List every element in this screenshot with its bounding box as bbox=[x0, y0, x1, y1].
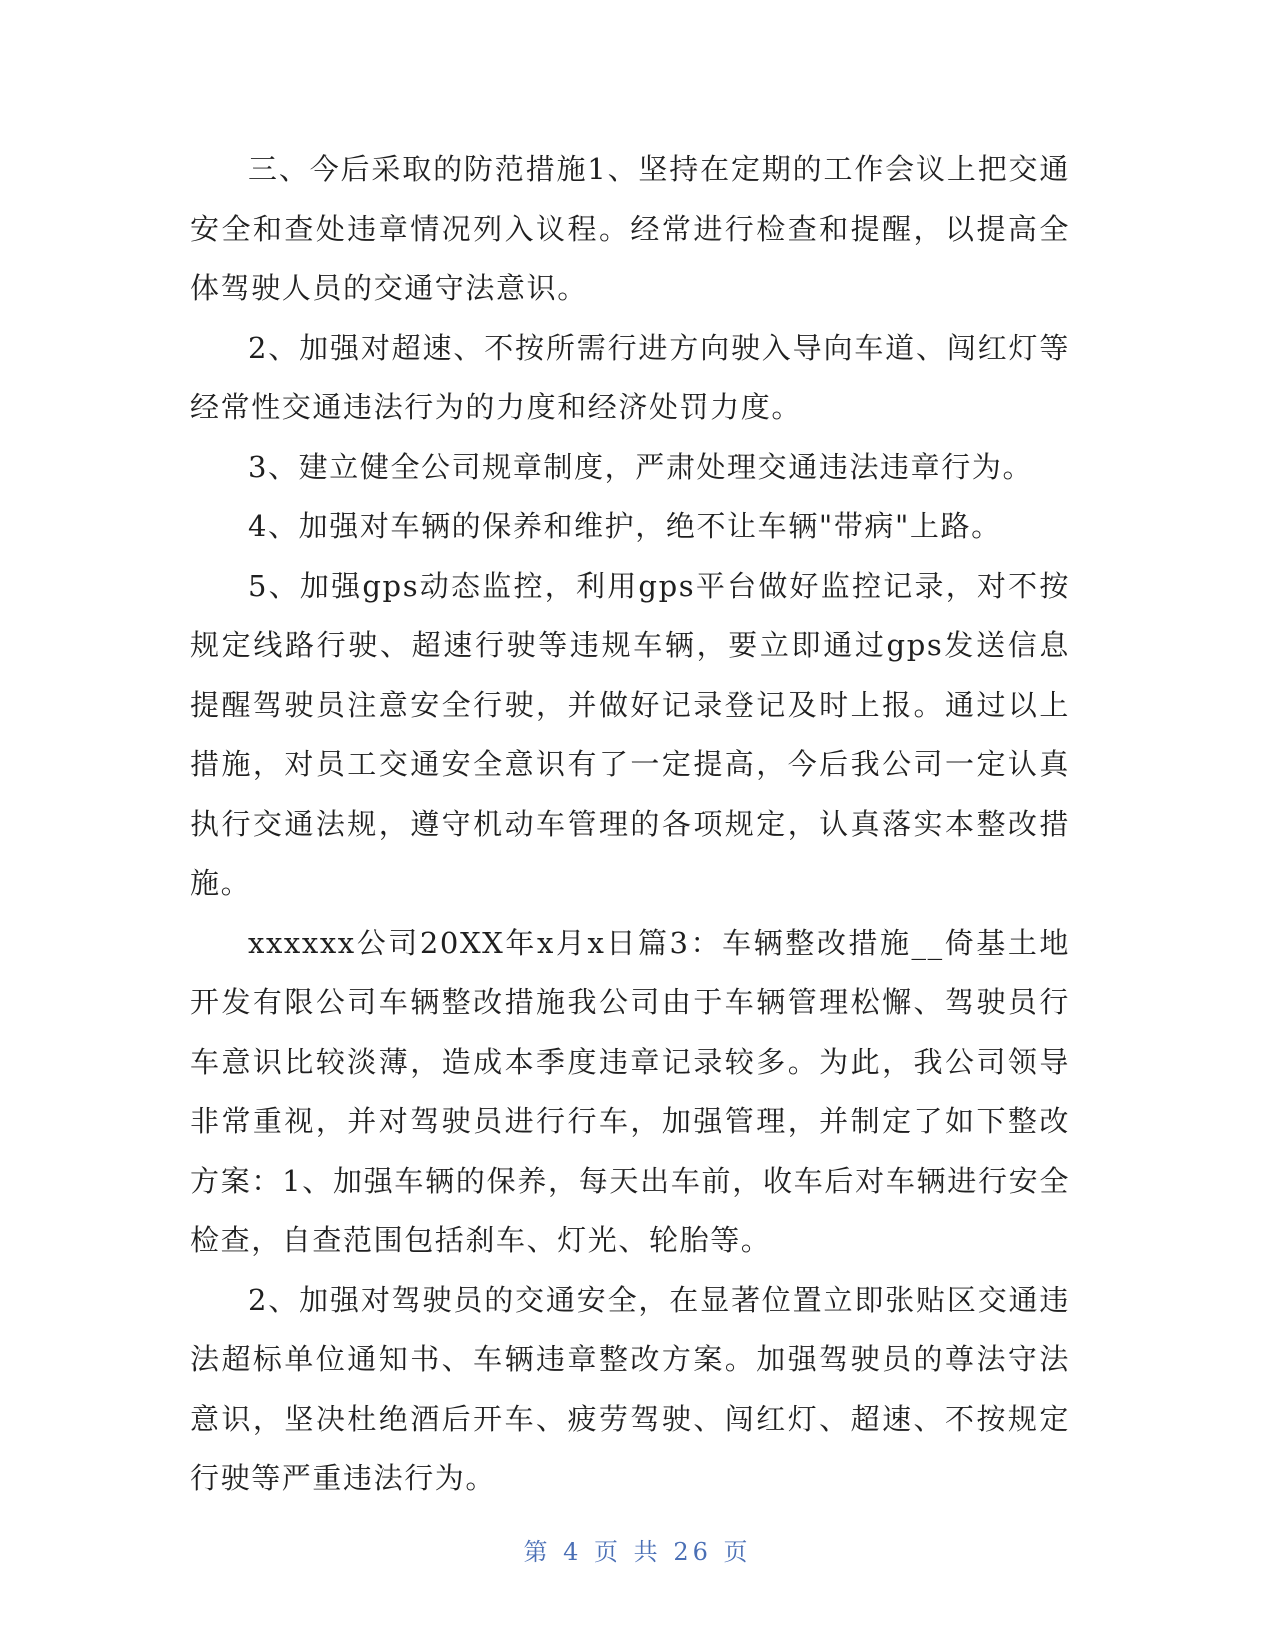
footer-middle: 页 共 bbox=[594, 1538, 662, 1566]
paragraph-item-4: 4、加强对车辆的保养和维护，绝不让车辆"带病"上路。 bbox=[248, 509, 1002, 543]
document-body bbox=[190, 140, 1070, 1509]
paragraph-measures-intro: 三、今后采取的防范措施1、坚持在定期的工作会议上把交通安全和查处违章情况列入议程。经常进行检查和提醒，以提高全体驾驶人员的交通守法意识。 bbox=[190, 152, 1070, 305]
paragraph-item-5: 5、加强gps动态监控，利用gps平台做好监控记录，对不按规定线路行驶、超速行驶等违规车辆，要立即通过gps发送信息提醒驾驶员注意安全行驶，并做好记录登记及时上报。通过以上措施，对员工交通安全意识有了一定提高，今后我公司一定认真执行交通法规，遵守机动车管理的各项规定，认真落实本整改措施。 bbox=[190, 568, 1070, 900]
paragraph-chapter-3: xxxxxx公司20XX年x月x日篇3：车辆整改措施__倚基土地开发有限公司车辆整改措施我公司由于车辆管理松懈、驾驶员行车意识比较淡薄，造成本季度违章记录较多。为此，我公司领导非常重视，并对驾驶员进行行车，加强管理，并制定了如下整改方案：1、加强车辆的保养，每天出车前，收车后对车辆进行安全检查，自查范围包括刹车、灯光、轮胎等。 bbox=[190, 925, 1070, 1257]
footer-total-pages: 26 bbox=[673, 1538, 712, 1566]
footer-page-number: 4 bbox=[563, 1538, 583, 1566]
paragraph-item-3: 3、建立健全公司规章制度，严肃处理交通违法违章行为。 bbox=[248, 449, 1034, 484]
footer-suffix: 页 bbox=[723, 1538, 752, 1566]
page-footer bbox=[0, 1532, 1275, 1567]
paragraph-item-2: 2、加强对超速、不按所需行进方向驶入导向车道、闯红灯等经常性交通违法行为的力度和经济处罚力度。 bbox=[190, 330, 1070, 424]
footer-prefix: 第 bbox=[523, 1538, 552, 1566]
paragraph-driver-safety: 2、加强对驾驶员的交通安全，在显著位置立即张贴区交通违法超标单位通知书、车辆违章整改方案。加强驾驶员的尊法守法意识，坚决杜绝酒后开车、疲劳驾驶、闯红灯、超速、不按规定行驶等严重违法行为。 bbox=[190, 1282, 1070, 1495]
